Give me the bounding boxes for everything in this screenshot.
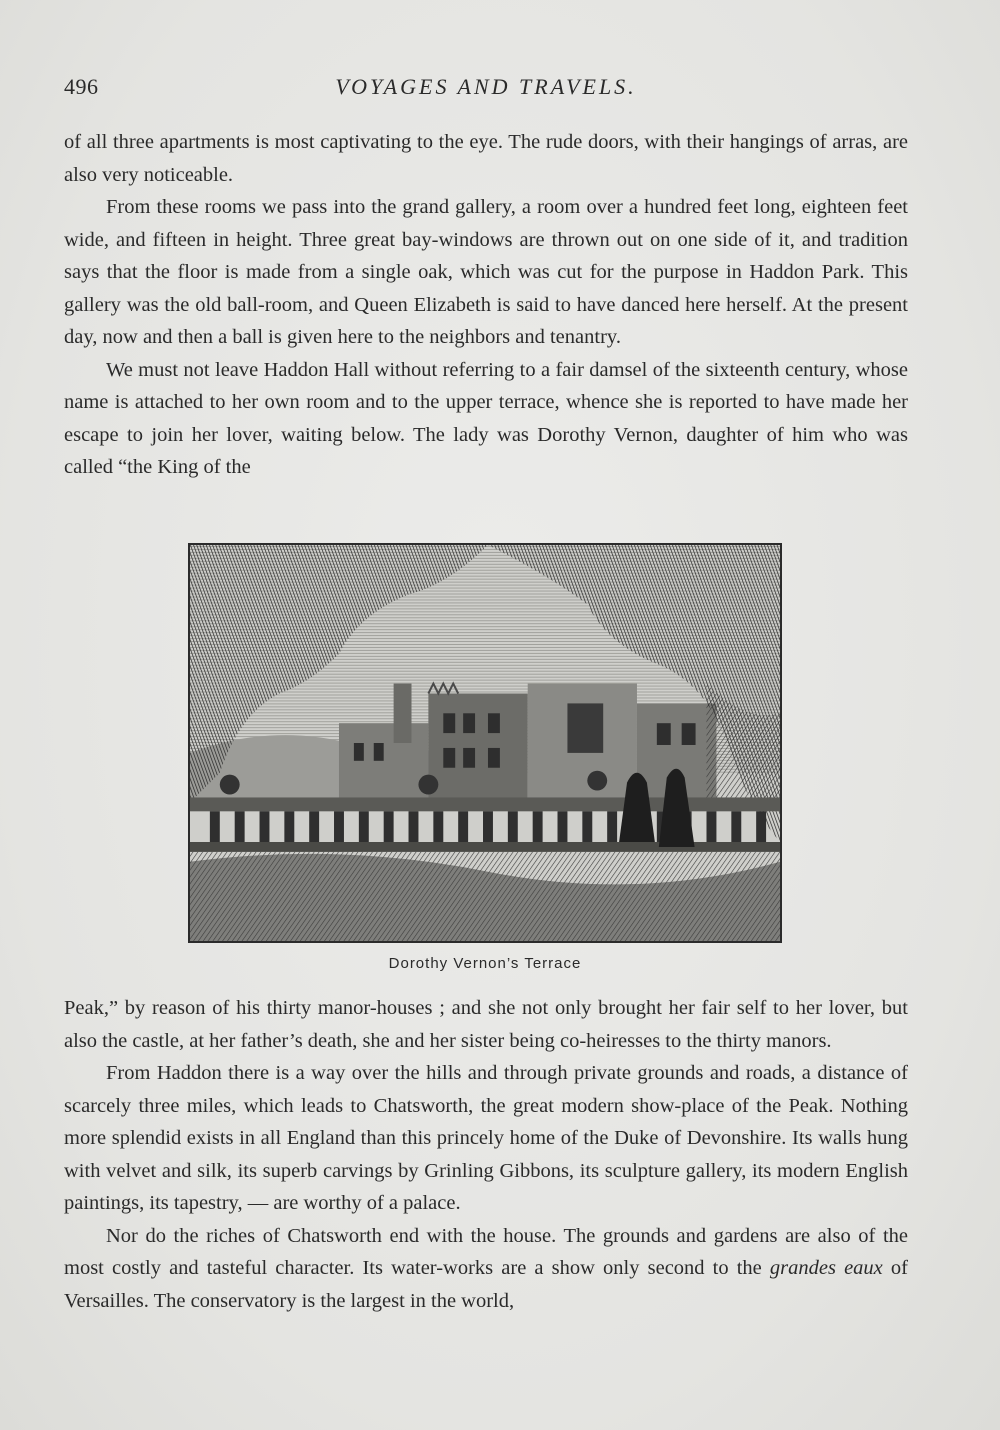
paragraph: Peak,” by reason of his thirty manor-houses ; and she not only brought her fair self to her lover, but also the castle, at her father’s death, she and her sister being co-heiresses to the thirty manors. [64, 997, 908, 1052]
text-block-top [64, 126, 908, 484]
paragraph [64, 1220, 908, 1318]
paragraph: From Haddon there is a way over the hills and through private grounds and roads, a distance of scarcely three miles, which leads to Chatsworth, the great modern show-place of the Peak. Nothing more splendid exists in all England than this princely home of the Duke of Devonshire. Its walls hung with velvet and silk, its superb carvings by Grinling Gibbons, its sculpture gallery, its modern English paintings, its tapestry, — are worthy of a palace. [64, 1062, 908, 1214]
text-run: of Versailles. The conservatory is the largest in the world, [64, 1257, 908, 1312]
paragraph: From these rooms we pass into the grand gallery, a room over a hundred feet long, eighteen feet wide, and fifteen in height. Three great bay-windows are thrown out on one side of it, and tradition says that the floor is made from a single oak, which was cut for the purpose in Haddon Park. This gallery was the old ball-room, and Queen Elizabeth is said to have danced here herself. At the present day, now and then a ball is given here to the neighbors and tenantry. [64, 196, 908, 348]
paragraph: of all three apartments is most captivating to the eye. The rude doors, with their hangings of arras, are also very noticeable. [64, 131, 908, 186]
figure-caption: Dorothy Vernon’s Terrace [388, 955, 582, 972]
engraving-illustration [188, 543, 782, 943]
text-block-bottom [64, 992, 908, 1317]
text-run: Nor do the riches of Chatsworth end with the house. The grounds and gardens are also of the most costly and tasteful character. Its water-works are a show only second to the [64, 1224, 908, 1279]
terrace-engraving [190, 545, 780, 941]
paragraph: We must not leave Haddon Hall without referring to a fair damsel of the sixteenth century, whose name is attached to her own room and to the upper terrace, whence she is reported to have made her escape to join her lover, waiting below. The lady was Dorothy Vernon, daughter of him who was called “the King of the [64, 358, 908, 478]
page-number: 496 [64, 74, 99, 99]
running-head: VOYAGES AND TRAVELS. [335, 74, 637, 99]
italic-phrase: grandes eaux [769, 1257, 883, 1279]
page-header [64, 74, 908, 104]
